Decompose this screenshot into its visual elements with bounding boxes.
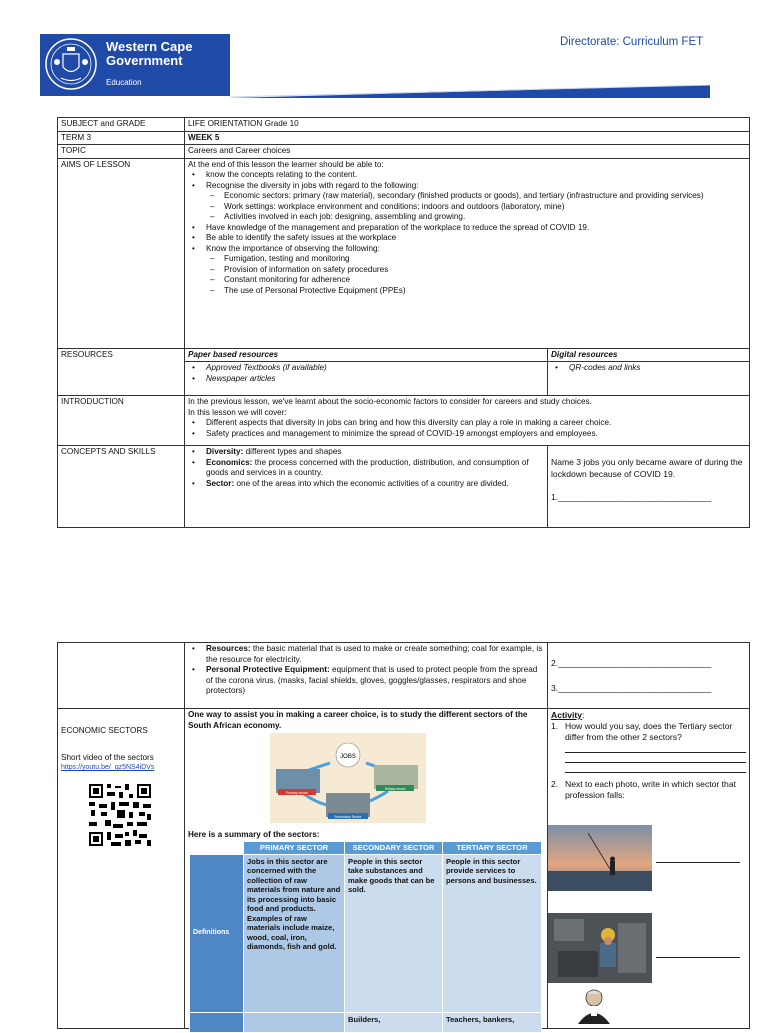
list-item: 2. Next to each photo, write in which sector that profession falls: [551, 779, 737, 800]
lesson-plan-table [57, 117, 750, 528]
answer-line[interactable] [656, 957, 740, 958]
table-row [190, 854, 542, 1012]
logo-line2: Government [106, 53, 183, 68]
concepts-label: CONCEPTS AND SKILLS [58, 446, 185, 528]
table-row [58, 145, 750, 159]
video-link[interactable]: https://youtu.be/_qz5NS4iDVs [61, 764, 155, 771]
diagram-primary-label: Primary sector [286, 791, 308, 795]
header-band [230, 85, 710, 98]
header-tertiary: TERTIARY SECTOR [443, 842, 542, 855]
digital-resources [548, 362, 750, 396]
directorate-title: Directorate: Curriculum FET [560, 36, 704, 48]
list-item: • Resources: the basic material that is used to make or create something; coal for example, is the resource for electricity. [206, 644, 544, 665]
subject-value: LIFE ORIENTATION Grade 10 [185, 118, 750, 132]
table-row [58, 118, 750, 132]
list-item: 1. How would you say, does the Tertiary sector differ from the other 2 sectors? [551, 721, 733, 742]
list-item: – Activities involved in each job: designing, assembling and growing. [224, 212, 746, 223]
answer-line[interactable]: 2.________________________________ [551, 658, 712, 668]
empty-cell [190, 842, 244, 855]
econ-intro: One way to assist you in making a career choice, is to study the different sectors of the South African economy. [188, 710, 528, 730]
factory-worker-photo [548, 913, 652, 983]
term-value: WEEK 5 [185, 131, 750, 145]
answer-line[interactable]: 1.________________________________ [551, 492, 712, 502]
definition-tertiary: People in this sector provide services to persons and businesses. [443, 854, 542, 1012]
list-item: – Fumigation, testing and monitoring [224, 254, 746, 265]
sectors-diagram [270, 733, 426, 823]
concepts-content [185, 446, 548, 528]
resources-label: RESOURCES [58, 348, 185, 396]
definitions-label: Definitions [190, 854, 244, 1012]
header-primary: PRIMARY SECTOR [244, 842, 345, 855]
video-label: Short video of the sectors [61, 752, 154, 762]
list-item: • QR-codes and links [569, 363, 746, 374]
list-item: – Economic sectors: primary (raw material), secondary (finished products or goods), and tertiary (infrastructure and providing services) [224, 191, 746, 202]
definition-primary: Jobs in this sector are concerned with the collection of raw materials from nature and its processing into basic food and products. Examples of raw materials include maize, wood, coal, iron, diamonds, fish and gold. [244, 854, 345, 1012]
diagram-secondary-label: Secondary Sector [334, 815, 362, 819]
table-row [58, 446, 750, 528]
term-label: TERM 3 [58, 131, 185, 145]
diagram-tertiary-label: Tertiary sector [384, 787, 406, 791]
list-item: • know the concepts relating to the content. [206, 170, 746, 181]
example-secondary: Builders, [345, 1012, 443, 1032]
jobs-answers-cell [548, 643, 750, 709]
logo-line1: Western Cape [106, 39, 193, 54]
list-item: • Economics: the process concerned with the production, distribution, and consumption of goods and services in a country. [206, 458, 544, 479]
list-item: • Diversity: different types and shapes [206, 447, 544, 458]
digital-resources-heading: Digital resources [548, 348, 750, 362]
concepts-content-continued [185, 643, 548, 709]
intro-label: INTRODUCTION [58, 396, 185, 446]
header-secondary: SECONDARY SECTOR [345, 842, 443, 855]
example-primary [244, 1012, 345, 1032]
table-row [190, 1012, 542, 1032]
intro-line: In the previous lesson, we've learnt about the socio-economic factors to consider for careers and study choices. [188, 397, 592, 406]
table-row [58, 348, 750, 362]
list-item: – The use of Personal Protective Equipment (PPEs) [224, 286, 746, 297]
topic-label: TOPIC [58, 145, 185, 159]
intro-line: In this lesson we will cover: [188, 407, 287, 417]
judge-photo [560, 984, 628, 1024]
examples-label [190, 1012, 244, 1032]
list-item: • Approved Textbooks (if available) [206, 363, 544, 374]
summary-label: Here is a summary of the sectors: [188, 830, 320, 839]
activity-heading: Activity: [551, 710, 585, 720]
answer-lines[interactable] [551, 743, 746, 773]
economic-sectors-label: ECONOMIC SECTORS [61, 726, 148, 735]
aims-intro: At the end of this lesson the learner should be able to: [188, 159, 384, 169]
list-item: • Safety practices and management to minimize the spread of COVID-19 amongst employers and employees. [206, 429, 746, 440]
empty-cell [58, 643, 185, 709]
table-row [58, 131, 750, 145]
list-item: – Work settings: workplace environment and conditions; indoors and outdoors (laboratory, mine) [224, 202, 746, 213]
fisherman-photo [548, 825, 652, 891]
example-tertiary: Teachers, bankers, [443, 1012, 542, 1032]
table-row [58, 396, 750, 446]
table-row [58, 158, 750, 348]
list-item: – Provision of information on safety procedures [224, 265, 746, 276]
list-item: • Different aspects that diversity in jobs can bring and how this diversity can play a role in making a career choice. [206, 418, 746, 429]
logo-line3: Education [106, 78, 142, 87]
answer-line[interactable]: 3.________________________________ [551, 682, 712, 693]
diagram-center-label: JOBS [340, 754, 356, 760]
list-item: • Personal Protective Equipment: equipment that is used to protect people from the spread of the corona virus. (masks, facial shields, gloves, goggles/glasses, respirators and shoe protectors) [206, 665, 544, 697]
list-item: • Have knowledge of the management and preparation of the workplace to reduce the spread of COVID 19. [206, 223, 746, 234]
jobs-question: Name 3 jobs you only became aware of during the lockdown because of COVID 19. [551, 457, 743, 479]
table-row [190, 842, 542, 855]
list-item: – Constant monitoring for adherence [224, 275, 746, 286]
list-item: • Sector: one of the areas into which the economic activities of a country are divided. [206, 479, 544, 490]
aims-content [185, 158, 750, 348]
subject-label: SUBJECT and GRADE [58, 118, 185, 132]
economic-sectors-cell [58, 709, 185, 1029]
list-item: • Newspaper articles [206, 374, 544, 385]
answer-line[interactable] [656, 862, 740, 863]
coat-of-arms-icon [44, 37, 98, 91]
qr-code-icon[interactable] [87, 782, 153, 848]
list-item: • Recognise the diversity in jobs with regard to the following: – Economic sectors: primary (raw material), secondary (finished products or goods), and tertiary (infrastructure and providing services) – Work settings: workplace environment and conditions; indoors and outdoors (laboratory, mine) – Activities involved in each job: designing, assembling and growing. [206, 181, 746, 223]
paper-resources [185, 362, 548, 396]
aims-label: AIMS OF LESSON [58, 158, 185, 348]
jobs-question-cell [548, 446, 750, 528]
list-item: • Be able to identify the safety issues at the workplace [206, 233, 746, 244]
paper-resources-heading: Paper based resources [185, 348, 548, 362]
intro-content [185, 396, 750, 446]
list-item: • Know the importance of observing the following: – Fumigation, testing and monitoring – Provision of information on safety procedures – Constant monitoring for adherence – The use of Personal Protective Equipment (PPEs) [206, 244, 746, 297]
topic-value: Careers and Career choices [185, 145, 750, 159]
table-row [58, 643, 750, 709]
sector-summary-table [189, 841, 542, 1033]
definition-secondary: People in this sector take substances and make goods that can be sold. [345, 854, 443, 1012]
